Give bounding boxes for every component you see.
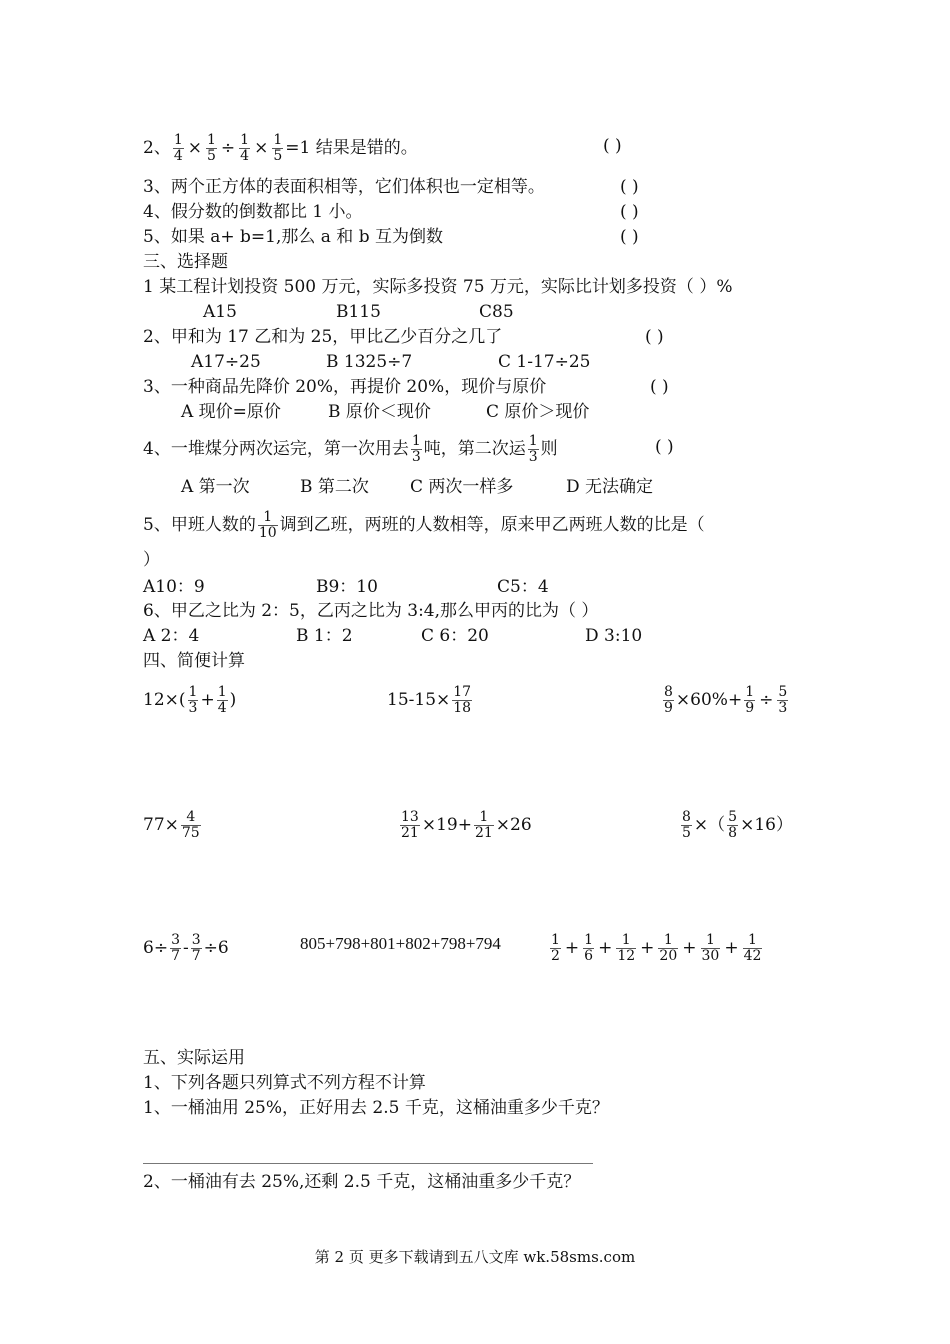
- statement-text: =1 结果是错的。: [285, 138, 418, 158]
- option: C5：4: [497, 577, 549, 597]
- answer-paren: ( ): [620, 202, 639, 222]
- calc-expr-8: 805+798+801+802+798+794: [300, 934, 501, 953]
- expr-text: 6÷: [143, 938, 169, 958]
- operator: +: [640, 938, 655, 958]
- option: A 第一次: [181, 477, 250, 497]
- answer-paren: ( ): [603, 136, 622, 156]
- operator: ×: [254, 138, 269, 158]
- fraction: $\frac{1}{3}$: [411, 433, 421, 465]
- page-footer: 第 2 页 更多下载请到五八文库 wk.58sms.com: [314, 1248, 636, 1266]
- choice-q1: 1 某工程计划投资 500 万元，实际多投资 75 万元，实际比计划多投资（ ）%: [143, 277, 733, 297]
- answer-paren: ( ): [645, 327, 664, 347]
- choice-q6: 6、甲乙之比为 2：5，乙丙之比为 3:4,那么甲丙的比为（ ）: [143, 601, 599, 621]
- fraction: $\frac{1}{5}$: [207, 132, 216, 164]
- option: B 原价＜现价: [328, 402, 431, 422]
- fraction: $\frac{1}{4}$: [173, 132, 183, 164]
- option: C85: [479, 302, 514, 322]
- fraction: $\frac{4}{75}$: [181, 809, 200, 841]
- operator: +: [682, 938, 697, 958]
- calc-expr-6: [679, 810, 793, 841]
- fraction: $\frac{1}{3}$: [188, 684, 198, 716]
- calc-expr-2: [387, 685, 474, 716]
- fraction: $\frac{5}{8}$: [728, 809, 738, 841]
- answer-paren: ( ): [620, 227, 639, 247]
- expr-text: 77×: [143, 815, 179, 835]
- fraction: $\frac{1}{9}$: [745, 684, 755, 716]
- fraction: $\frac{1}{21}$: [474, 809, 493, 841]
- option: A 现价=原价: [181, 402, 281, 422]
- answer-paren: ( ): [650, 377, 669, 397]
- fraction: $\frac{13}{21}$: [401, 809, 419, 841]
- judge-q3: 3、两个正方体的表面积相等，它们体积也一定相等。: [143, 177, 545, 197]
- option: D 3:10: [585, 626, 643, 646]
- fraction: $\frac{1}{6}$: [584, 932, 594, 964]
- option: A17÷25: [191, 352, 261, 372]
- operator: ÷: [220, 138, 236, 158]
- option: C 两次一样多: [410, 477, 514, 497]
- fraction: $\frac{1}{4}$: [240, 132, 250, 164]
- fraction: $\frac{1}{12}$: [617, 932, 636, 964]
- expr-text: ×16）: [740, 815, 793, 835]
- stem-text: ）: [143, 550, 160, 570]
- fraction: $\frac{1}{3}$: [528, 433, 538, 465]
- fraction: $\frac{3}{7}$: [191, 932, 201, 964]
- expr-text: 12×(: [143, 690, 186, 710]
- judge-q5: 5、如果 a+ b=1,那么 a 和 b 互为倒数: [143, 227, 443, 247]
- apply-problem-2: 2、一桶油有去 25%,还剩 2.5 千克，这桶油重多少千克？: [143, 1172, 581, 1192]
- apply-problem-1: 1、一桶油用 25%，正好用去 2.5 千克，这桶油重多少千克？: [143, 1098, 609, 1118]
- apply-instruction: 1、下列各题只列算式不列方程不计算: [143, 1073, 426, 1093]
- operator: ÷: [759, 690, 774, 710]
- calc-expr-7: [143, 933, 229, 964]
- judge-q2: [143, 133, 418, 164]
- calc-expr-9: [548, 933, 764, 964]
- expr-text: ×26: [495, 815, 532, 835]
- option: D 无法确定: [566, 477, 654, 497]
- stem-text: 则: [540, 439, 558, 459]
- stem-text: 4、一堆煤分两次运完，第一次用去: [143, 439, 409, 459]
- option: C 1-17÷25: [498, 352, 591, 372]
- option: B9：10: [316, 577, 378, 597]
- fraction: $\frac{1}{20}$: [659, 932, 678, 964]
- option: C 原价＞现价: [486, 402, 590, 422]
- expr-text: ×19+: [421, 815, 472, 835]
- option: B115: [336, 302, 381, 322]
- option: B 第二次: [300, 477, 369, 497]
- option: A 2：4: [143, 626, 200, 646]
- answer-paren: ( ): [620, 177, 639, 197]
- fraction: $\frac{1}{5}$: [273, 132, 283, 164]
- choice-q3: 3、一种商品先降价 20%，再提价 20%，现价与原价: [143, 377, 547, 397]
- fraction: $\frac{1}{10}$: [258, 509, 277, 541]
- operator: ×: [187, 138, 202, 158]
- operator: -: [182, 938, 189, 958]
- stem-text: 调到乙班，两班的人数相等，原来甲乙两班人数的比是（: [279, 515, 705, 535]
- fraction: $\frac{1}{42}$: [743, 932, 762, 964]
- choice-q5: [143, 510, 705, 541]
- stem-text: 吨，第二次运: [423, 439, 526, 459]
- expr-text: ×60%+: [675, 690, 743, 710]
- fraction: $\frac{1}{2}$: [551, 932, 560, 964]
- operator: +: [200, 690, 215, 710]
- fraction: $\frac{3}{7}$: [171, 932, 180, 964]
- option: B 1：2: [296, 626, 353, 646]
- option: A15: [203, 302, 237, 322]
- calc-expr-4: [143, 810, 203, 841]
- answer-line: [143, 1163, 593, 1164]
- operator: +: [564, 938, 580, 958]
- expr-text: ): [229, 690, 237, 710]
- expr-text: ×（: [693, 815, 726, 835]
- fraction: $\frac{8}{9}$: [664, 684, 673, 716]
- calc-expr-1: [143, 685, 236, 716]
- fraction: $\frac{5}{3}$: [778, 684, 788, 716]
- fraction: $\frac{17}{18}$: [453, 684, 472, 716]
- stem-text: 5、甲班人数的: [143, 515, 256, 535]
- operator: +: [598, 938, 613, 958]
- calc-expr-5: [398, 810, 532, 841]
- fraction: $\frac{1}{4}$: [217, 684, 227, 716]
- option: C 6：20: [421, 626, 489, 646]
- fraction: $\frac{8}{5}$: [682, 809, 691, 841]
- section-heading-calc: 四、简便计算: [143, 651, 245, 671]
- section-heading-choice: 三、选择题: [143, 252, 228, 272]
- expr-text: ÷6: [203, 938, 229, 958]
- q-number: 2、: [143, 138, 171, 158]
- judge-q4: 4、假分数的倒数都比 1 小。: [143, 202, 363, 222]
- option: A10：9: [143, 577, 205, 597]
- fraction: $\frac{1}{30}$: [701, 932, 720, 964]
- operator: +: [724, 938, 739, 958]
- section-heading-apply: 五、实际运用: [143, 1048, 245, 1068]
- choice-q4: [143, 434, 558, 465]
- answer-paren: ( ): [655, 437, 674, 457]
- expr-text: 15-15×: [387, 690, 451, 710]
- option: B 1325÷7: [326, 352, 413, 372]
- calc-expr-3: [661, 685, 790, 716]
- choice-q2: 2、甲和为 17 乙和为 25，甲比乙少百分之几了: [143, 327, 503, 347]
